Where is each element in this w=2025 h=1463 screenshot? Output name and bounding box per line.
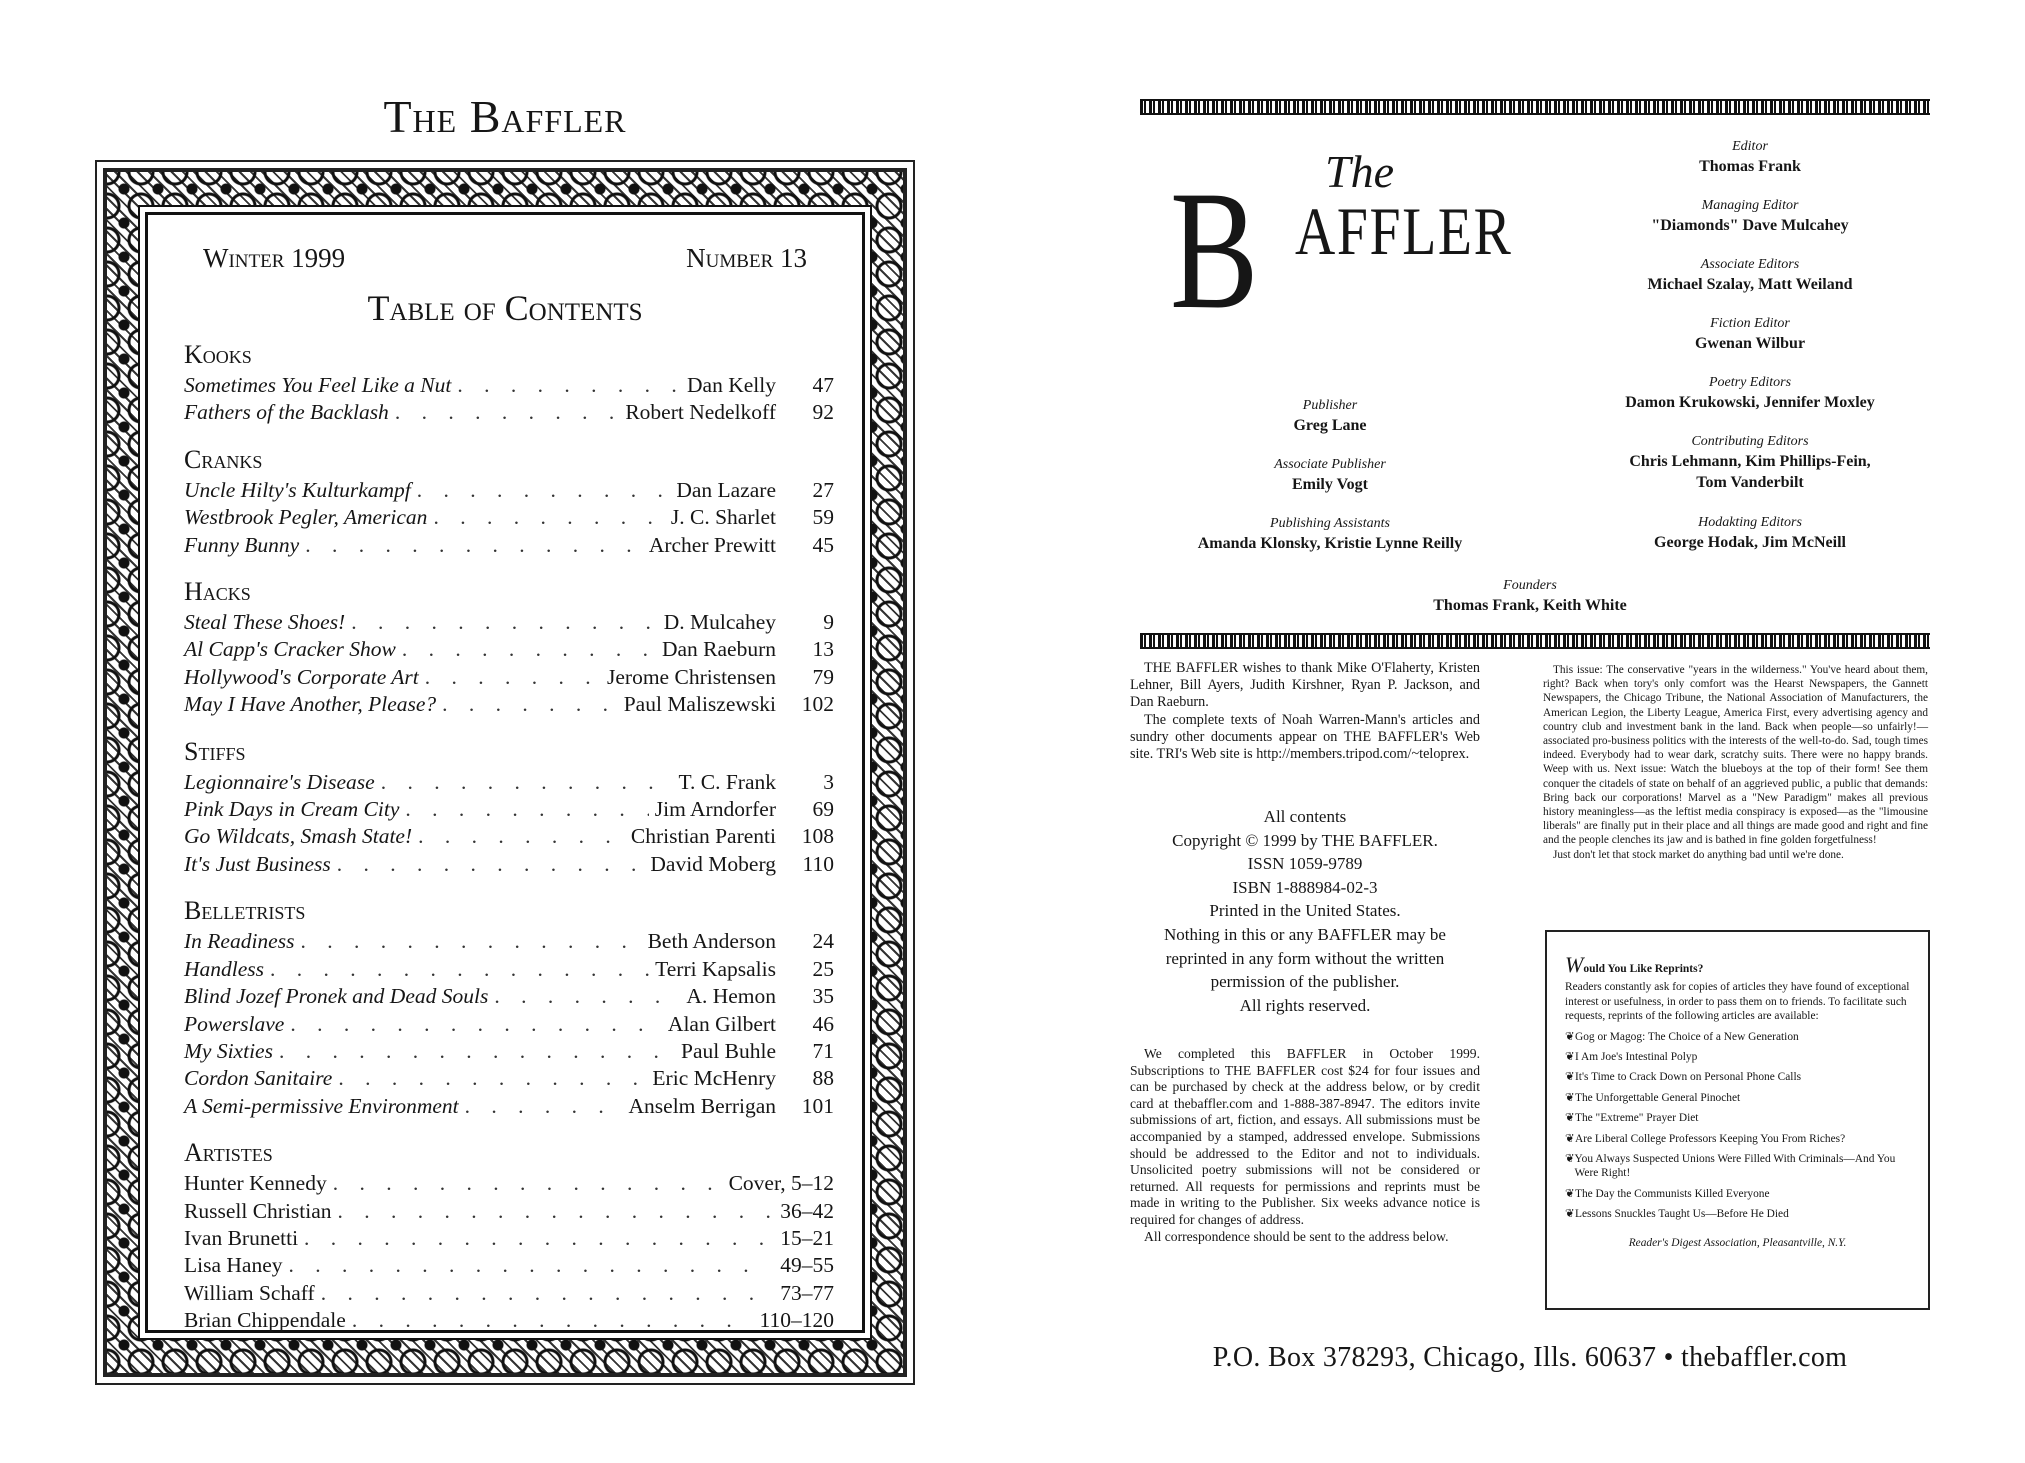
reprints-box [1545,930,1930,1310]
toc-section-heading: Hacks [184,577,251,607]
toc-entry-title: Russell Christian [184,1198,332,1223]
toc-entry-title: Funny Bunny [184,532,300,557]
role-label: Contributing Editors [1691,434,1809,449]
toc-entry-title: Ivan Brunetti [184,1225,299,1250]
toc-entry-page: 46 [812,1011,834,1036]
issue-number: Number 13 [686,243,807,273]
publishing-assistants-credit [1150,515,1510,554]
toc-entry-title: Hollywood's Corporate Art [184,664,419,689]
toc-entry [184,1011,834,1038]
logo-initial-b: B [1170,156,1259,344]
reprint-item [1565,1070,1910,1084]
toc-title: Table of Contents [367,288,643,328]
toc-entry-page: 36–42 [780,1198,834,1223]
toc-entry-title: Fathers of the Backlash [184,400,389,425]
role-names-line-1: Chris Lehmann, Kim Phillips-Fein, [1629,453,1871,470]
toc-entry-title: Blind Jozef Pronek and Dead Souls [184,984,489,1009]
toc-entry-page: 49–55 [780,1253,834,1278]
publisher-credit [1170,397,1490,436]
toc-entry-page: 9 [823,610,834,635]
role-label: Editor [1732,139,1768,154]
toc-entry-author: Christian Parenti [630,824,776,849]
toc-entry-title: In Readiness [184,929,295,954]
dot-leader [304,1225,770,1252]
toc-entry [184,609,834,636]
reprint-item-title: Gog or Magog: The Choice of a New Generation [1575,1030,1799,1043]
role-label: Founders [1503,578,1557,593]
fleuron-icon: ❦ [1565,1112,1575,1125]
toc-entry-title: Handless [184,956,265,981]
toc-entry-page: 102 [801,692,834,717]
issue-season: Winter 1999 [203,243,346,273]
reprints-intro: Readers constantly ask for copies of articles they have found of exceptional interest or usefulness, in order to pass them on to friends. To facilitate such requests, reprints of the following articles are available: [1565,981,1910,1023]
toc-entry-title: William Schaff [184,1280,315,1305]
dot-leader [494,983,680,1010]
acknowledgements-text [1130,660,1480,763]
role-label: Managing Editor [1701,198,1799,213]
ornamental-border-frame [95,160,915,1385]
founders-credit [1380,577,1680,616]
toc-entry-author: Jim Arndorfer [654,797,776,822]
dot-leader [352,1307,750,1334]
toc-entry-page: 79 [812,664,834,689]
dot-leader [290,1011,662,1038]
poetry-editors-credit [1580,374,1920,413]
toc-entry [184,1307,834,1334]
toc-entry-author: Dan Kelly [687,373,776,397]
subscription-info [1130,1046,1480,1245]
reprint-item-title: The Unforgettable General Pinochet [1575,1091,1741,1104]
notice-line: All contents [1263,807,1347,826]
role-label: Fiction Editor [1710,316,1790,331]
dot-leader [465,1093,623,1120]
toc-entry-title: Go Wildcats, Smash State! [184,824,413,849]
dot-leader [425,664,601,691]
dot-leader [433,504,664,531]
notice-line: ISBN 1-888984-02-3 [1232,877,1378,897]
toc-entry [184,1170,834,1197]
table-of-contents-panel [145,212,865,1333]
dot-leader [395,399,620,426]
toc-entry-title: Westbrook Pegler, American [184,505,428,530]
toc-entry-page: 101 [801,1093,834,1118]
fleuron-icon: ❦ [1565,1071,1575,1084]
dot-leader [270,956,649,983]
toc-entry-author: A. Hemon [686,984,776,1009]
dot-leader [279,1038,675,1065]
toc-entry-author: Dan Lazare [676,477,776,502]
toc-list [184,340,834,1335]
toc-entry [184,956,834,983]
reprint-item [1565,1050,1910,1064]
dot-leader [333,1170,719,1197]
toc-entry-page: 110–120 [759,1308,834,1333]
notice-line: Nothing in this or any BAFFLER may be [1164,924,1446,944]
toc-entry [184,691,834,718]
role-names: Damon Krukowski, Jennifer Moxley [1625,394,1875,411]
thanks-paragraph: THE BAFFLER wishes to thank Mike O'Flaherty, Kristen Lehner, Bill Ayers, Judith Kirshner, Ryan P. Jackson, and Dan Raeburn. [1130,660,1480,711]
reprint-item [1565,1111,1910,1125]
decorative-rule-middle [1140,633,1930,649]
toc-entry-page: 27 [812,477,834,502]
toc-entry-title: Brian Chippendale [184,1308,346,1333]
fleuron-icon: ❦ [1565,1153,1575,1166]
toc-entry-page: 35 [812,984,834,1009]
dot-leader [338,1198,771,1225]
toc-entry-page: 92 [812,400,834,425]
toc-entry-title: Uncle Hilty's Kulturkampf [184,477,411,502]
fleuron-icon: ❦ [1565,1030,1575,1043]
fleuron-icon: ❦ [1565,1208,1575,1221]
toc-entry-author: Paul Buhle [681,1038,776,1063]
notice-line: Copyright © 1999 by THE BAFFLER. [1172,830,1438,850]
role-names: Amanda Klonsky, Kristie Lynne Reilly [1197,535,1463,552]
role-label: Associate Editors [1700,257,1800,272]
notice-line: All rights reserved. [1239,995,1371,1015]
toc-entry-title: May I Have Another, Please? [184,692,437,717]
toc-entry [184,636,834,663]
associate-editors-credit [1580,256,1920,295]
toc-entry-title: Al Capp's Cracker Show [184,637,396,662]
web-texts-paragraph: The complete texts of Noah Warren-Mann's articles and sundry other documents appear on THE BAFFLER's Web site. TRI's Web site is http://members.tripod.com/~teloprex. [1130,711,1480,763]
role-names: George Hodak, Jim McNeill [1654,534,1846,551]
reprint-item-title: I Am Joe's Intestinal Polyp [1575,1051,1698,1064]
dot-leader [289,1252,771,1279]
toc-section-heading: Cranks [184,444,263,474]
toc-entry-author: Dan Raeburn [661,637,776,662]
toc-entry [184,1280,834,1307]
toc-entry-title: Sometimes You Feel Like a Nut [184,373,452,397]
role-label: Hodakting Editors [1698,515,1802,530]
toc-entry [184,504,834,531]
reprint-item [1565,1152,1910,1181]
reprint-item [1565,1132,1910,1146]
toc-entry-title: Hunter Kennedy [184,1171,327,1196]
toc-entry [184,1093,834,1120]
toc-entry-title: Legionnaire's Disease [184,769,375,794]
toc-entry-page: Cover, 5–12 [728,1171,834,1196]
role-label: Publishing Assistants [1270,516,1390,531]
dot-leader [351,609,658,636]
toc-section-heading: Artistes [184,1138,273,1168]
reprint-item [1565,1207,1910,1221]
toc-entry [184,532,834,559]
fleuron-icon: ❦ [1565,1051,1575,1064]
role-names: Greg Lane [1293,417,1367,434]
toc-entry-title: My Sixties [184,1038,273,1063]
role-names: Thomas Frank, Keith White [1433,597,1627,614]
toc-entry [184,1198,834,1225]
toc-section-heading: Belletrists [184,896,306,926]
fiction-editor-credit [1580,315,1920,354]
toc-entry-title: Pink Days in Cream City [184,797,400,822]
toc-entry-page: 47 [812,373,834,397]
toc-entry-page: 13 [812,637,834,662]
notice-line: reprinted in any form without the written [1165,948,1445,968]
toc-entry-page: 110 [802,851,834,876]
associate-publisher-credit [1170,456,1490,495]
toc-entry [184,928,834,955]
toc-entry-author: Anselm Berrigan [628,1093,776,1118]
reprint-item-title: You Always Suspected Unions Were Filled With Criminals—And You Were Right! [1574,1153,1896,1180]
role-label: Publisher [1302,398,1358,413]
logo-the: The [1325,146,1394,197]
dot-leader [300,928,641,955]
toc-entry-page: 25 [812,956,834,981]
toc-entry-author: J. C. Sharlet [670,505,776,530]
dot-leader [305,532,643,559]
toc-entry [184,796,834,823]
role-names: Gwenan Wilbur [1694,335,1806,352]
toc-entry-page: 45 [812,532,834,557]
role-label: Associate Publisher [1274,457,1386,472]
editor-credit [1580,138,1920,177]
contributing-editors-credit [1580,433,1920,493]
role-names: Michael Szalay, Matt Weiland [1647,276,1853,293]
dot-leader [418,823,625,850]
reprint-item-title: It's Time to Crack Down on Personal Phone Calls [1575,1071,1802,1084]
copyright-notice [1130,805,1480,1017]
reprints-list [1565,1030,1910,1222]
toc-entry-author: D. Mulcahey [663,610,776,635]
reprints-title-initial: W [1565,952,1584,977]
toc-entry-author: Beth Anderson [647,929,776,954]
toc-entry [184,851,834,878]
reprint-item [1565,1091,1910,1105]
toc-section-heading: Stiffs [184,736,246,766]
toc-entry-author: Paul Maliszewski [623,692,776,717]
toc-entry-author: David Moberg [650,851,776,876]
hodakting-editors-credit [1580,514,1920,553]
reprint-item-title: Lessons Snuckles Taught Us—Before He Died [1575,1208,1789,1221]
toc-entry-page: 3 [823,769,834,794]
reprints-title [1565,952,1910,977]
reprint-item-title: The "Extreme" Prayer Diet [1575,1112,1699,1125]
toc-entry-author: Alan Gilbert [667,1011,776,1036]
toc-entry-page: 108 [801,824,834,849]
toc-entry [184,1065,834,1092]
notice-line: Printed in the United States. [1209,901,1401,921]
toc-entry [184,1225,834,1252]
role-names: Thomas Frank [1699,158,1801,175]
toc-entry-title: Powerslave [184,1011,285,1036]
reprint-item-title: Are Liberal College Professors Keeping You From Riches? [1575,1132,1846,1145]
role-names-line-2: Tom Vanderbilt [1696,474,1804,491]
mailing-address: P.O. Box 378293, Chicago, Ills. 60637 • thebaffler.com [1212,1342,1848,1373]
toc-entry-author: Terri Kapsalis [655,956,776,981]
reprint-item [1565,1187,1910,1201]
reprints-footer: Reader's Digest Association, Pleasantville, N.Y. [1628,1236,1847,1249]
toc-entry [184,983,834,1010]
toc-entry-title: Cordon Sanitaire [184,1066,333,1091]
toc-entry-title: Steal These Shoes! [184,610,346,635]
toc-entry-title: A Semi-permissive Environment [184,1093,459,1118]
toc-entry [184,823,834,850]
fleuron-icon: ❦ [1565,1132,1575,1145]
toc-entry [184,1252,834,1279]
dot-leader [338,1065,646,1092]
toc-entry-author: T. C. Frank [678,769,776,794]
toc-entry-title: It's Just Business [184,851,331,876]
dot-leader [402,636,656,663]
toc-entry-author: Robert Nedelkoff [625,400,776,425]
toc-entry-page: 73–77 [780,1280,834,1305]
notice-line: permission of the publisher. [1210,972,1400,992]
notice-line: ISSN 1059-9789 [1247,854,1363,874]
dot-leader [381,769,673,796]
toc-entry-author: Archer Prewitt [648,532,776,557]
toc-entry-page: 24 [812,929,834,954]
toc-entry [184,769,834,796]
toc-entry-page: 69 [812,797,834,822]
toc-entry-title: Lisa Haney [184,1253,283,1278]
role-names: Emily Vogt [1291,476,1368,493]
fleuron-icon: ❦ [1565,1187,1575,1200]
dot-leader [405,796,648,823]
correspondence-paragraph: All correspondence should be sent to the address below. [1144,1228,1449,1244]
dot-leader [457,372,681,399]
toc-entry-page: 71 [812,1038,834,1063]
fleuron-icon: ❦ [1565,1091,1575,1104]
reprints-title-rest: ould You Like Reprints? [1583,963,1704,975]
dot-leader [417,477,671,504]
subscription-paragraph: We completed this BAFFLER in October 1999. Subscriptions to THE BAFFLER cost $24 for four issues and can be purchased by check at the address below, or by credit card at thebaffler.com and 1-888-387-8947. The editors invite submissions of art, fiction, and essays. All submissions must be accompanied by a stamped, addressed envelope. Submissions should be addressed to the Editor and not to individuals. Unsolicited poetry submissions will not be considered or returned. All requests for permissions and reprints must be made in writing to the Publisher. Six weeks advance notice is required for changes of address. [1130,1046,1480,1227]
dot-leader [321,1280,771,1307]
toc-entry-page: 88 [812,1066,834,1091]
toc-entry [184,399,834,426]
toc-section-heading: Kooks [184,340,252,369]
toc-entry-author: Jerome Christensen [607,664,776,689]
decorative-rule-top [1140,99,1930,115]
dot-leader [337,851,645,878]
toc-entry [184,664,834,691]
reprint-item-title: The Day the Communists Killed Everyone [1575,1187,1770,1200]
toc-entry [184,1038,834,1065]
toc-entry-page: 15–21 [780,1225,834,1250]
dot-leader [442,691,618,718]
issue-note-last-line: Just don't let that stock market do anything bad until we're done. [1553,848,1844,861]
role-label: Poetry Editors [1708,375,1792,390]
role-names: "Diamonds" Dave Mulcahey [1651,217,1849,234]
logo-affler: AFFLER [1295,193,1513,269]
managing-editor-credit [1580,197,1920,236]
toc-entry-author: Eric McHenry [652,1066,776,1091]
toc-entry [184,372,834,399]
toc-entry-page: 59 [812,505,834,530]
reprint-item [1565,1030,1910,1044]
issue-note [1543,663,1928,862]
left-masthead: The Baffler [383,91,627,142]
toc-entry [184,477,834,504]
issue-note-paragraph: This issue: The conservative "years in the wilderness." You've heard about them, right? Back when tory's only comfort was the Hearst Newspapers, the Gannett Newspapers, the Chicago Tribune, the National Association of Manufacturers, the American Legion, the Liberty League, America First, every advertising agency and country club and investment bank in the land. Back when people—so unfairly!—associated pro-business politics with the interests of the well-to-do. Sad, tough times indeed. Everybody had to wear dark, scratchy suits. There were no happy brands. Weep with us. Next issue: Watch the blueboys at the top of their form! See them conquer the citadels of state on behalf of an aggrieved public, a public that demands: Bring back our corporations! Marvel as a "New Paradigm" makes all previous history meaningless—as the leftist media conspiracy is exposed—as the "limousine liberals" are finally put in their place and all things are made good and right and fine and the people clenches its jaw and is bathed in fine golden forgetfulness! [1543,664,1928,847]
